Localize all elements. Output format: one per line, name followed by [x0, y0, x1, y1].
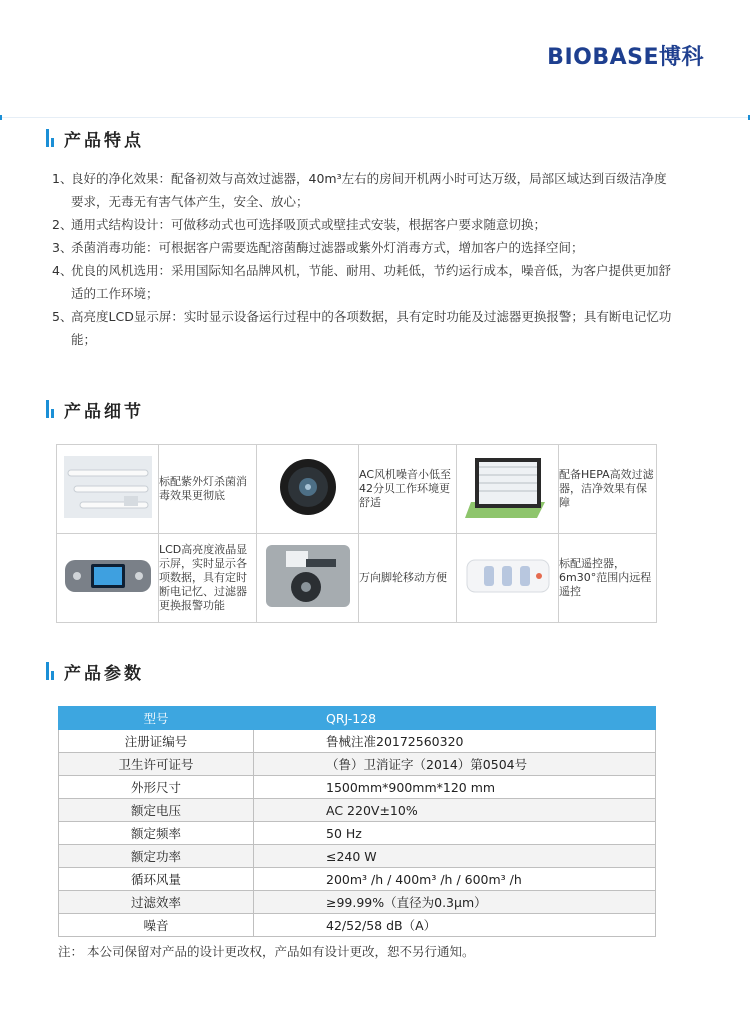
params-section-title: 产品参数: [46, 660, 144, 682]
left-edge-mark: [0, 115, 2, 120]
detail-caption: AC风机噪音小低至42分贝工作环境更舒适: [359, 445, 457, 534]
caster-wheel-image: [257, 534, 359, 623]
table-row: 额定电压 AC 220V±10%: [59, 799, 656, 822]
detail-caption: 标配遥控器，6m30°范围内远程遥控: [559, 534, 657, 623]
section-marker-icon: [46, 662, 54, 680]
detail-caption: 标配紫外灯杀菌消毒效果更彻底: [159, 445, 257, 534]
table-row: 卫生许可证号 （鲁）卫消证字（2014）第0504号: [59, 753, 656, 776]
product-details-grid: [56, 444, 657, 623]
table-header-row: [59, 707, 656, 730]
hepa-filter-image: [457, 445, 559, 534]
features-list: [52, 167, 672, 351]
ac-fan-image: [257, 445, 359, 534]
detail-caption: LCD高亮度液晶显示屏，实时显示各项数据，具有定时断电记忆、过滤器更换报警功能: [159, 534, 257, 623]
brand-logo: BIOBASE博科: [547, 45, 704, 70]
feature-item: 4、 优良的风机选用：采用国际知名品牌风机，节能、耐用、功耗低，节约运行成本，噪音低，为客户提供更加舒适的工作环境；: [52, 263, 672, 301]
table-row: 噪音 42/52/58 dB（A）: [59, 914, 656, 937]
table-row: 额定功率 ≤240 W: [59, 845, 656, 868]
feature-item: 1、 良好的净化效果：配备初效与高效过滤器，40m³左右的房间开机两小时可达万级，局部区域达到百级洁净度要求，无毒无有害气体产生，安全、放心；: [52, 171, 667, 209]
details-section-title: 产品细节: [46, 398, 144, 420]
column-header: QRJ-128: [254, 707, 656, 730]
column-header: 型号: [59, 707, 254, 730]
feature-item: 5、 高亮度LCD显示屏：实时显示设备运行过程中的各项数据，具有定时功能及过滤器更换报警；具有断电记忆功能；: [52, 309, 672, 347]
lcd-screen-image: [57, 534, 159, 623]
disclaimer-note: 注： 本公司保留对产品的设计更改权，产品如有设计更改，恕不另行通知。: [58, 944, 475, 959]
uv-lamp-image: [57, 445, 159, 534]
detail-caption: 配备HEPA高效过滤器，洁净效果有保障: [559, 445, 657, 534]
header-divider: [0, 117, 750, 118]
section-marker-icon: [46, 400, 54, 418]
detail-caption: 万向脚轮移动方便: [359, 534, 457, 623]
feature-item: 3、 杀菌消毒功能：可根据客户需要选配溶菌酶过滤器或紫外灯消毒方式，增加客户的选择空间；: [52, 240, 584, 255]
feature-item: 2、 通用式结构设计：可做移动式也可选择吸顶式或壁挂式安装，根据客户要求随意切换；: [52, 217, 547, 232]
table-row: 额定频率 50 Hz: [59, 822, 656, 845]
table-row: 循环风量 200m³ /h / 400m³ /h / 600m³ /h: [59, 868, 656, 891]
features-section-title: 产品特点: [46, 127, 144, 149]
table-row: 过滤效率 ≥99.99%（直径为0.3μm）: [59, 891, 656, 914]
table-row: 注册证编号 鲁械注准20172560320: [59, 730, 656, 753]
remote-control-image: [457, 534, 559, 623]
table-row: 外形尺寸 1500mm*900mm*120 mm: [59, 776, 656, 799]
section-marker-icon: [46, 129, 54, 147]
specifications-table: [58, 706, 656, 937]
